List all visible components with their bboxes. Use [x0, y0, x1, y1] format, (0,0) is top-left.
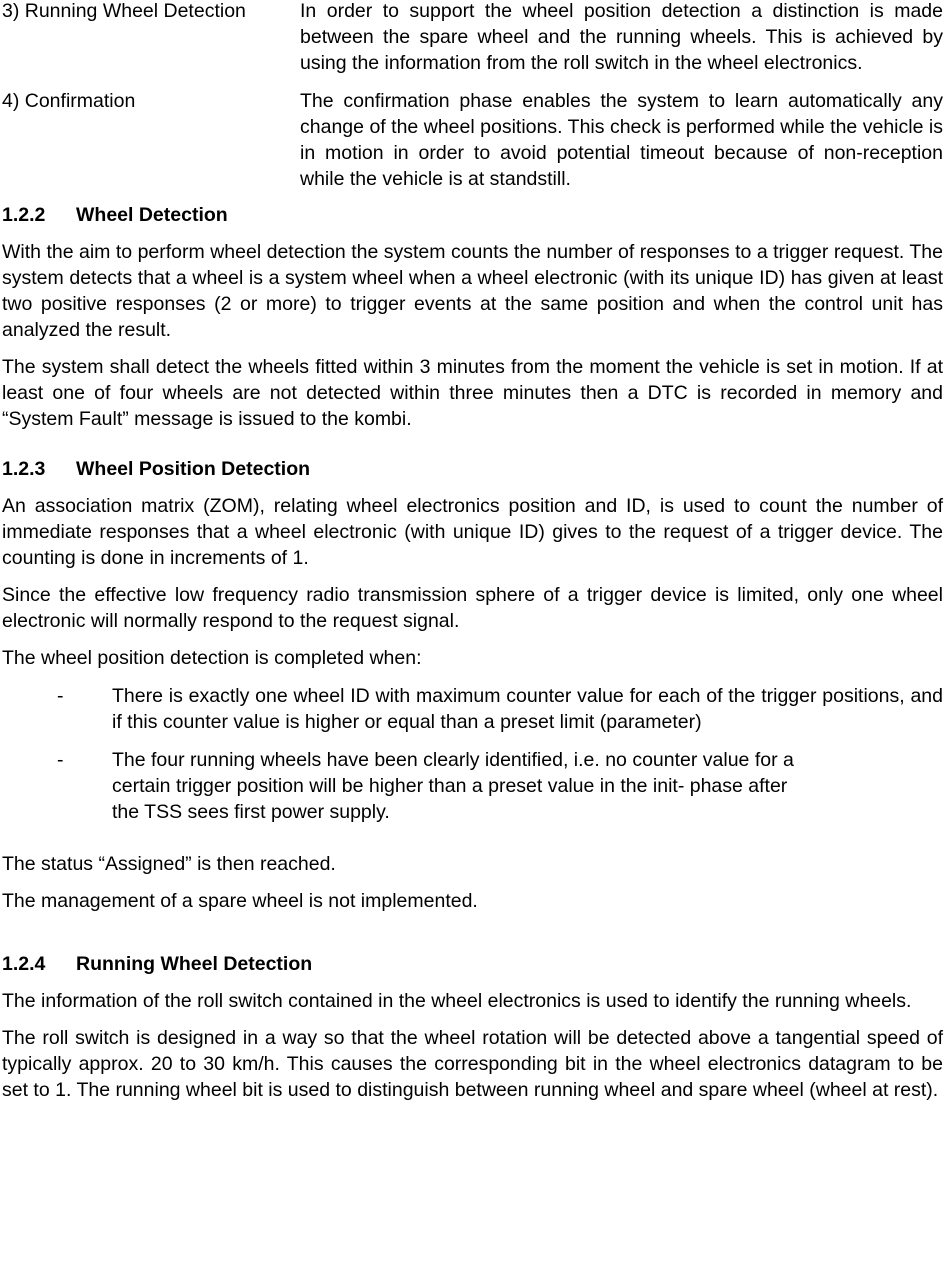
paragraph: The wheel position detection is completed when:	[2, 647, 422, 669]
bullet-line: the TSS sees first power supply.	[112, 801, 390, 823]
document-page	[2, 0, 943, 1114]
paragraph: The status “Assigned” is then reached.	[2, 853, 336, 875]
definition-term: 4) Confirmation	[2, 90, 136, 112]
paragraph: The management of a spare wheel is not implemented.	[2, 890, 478, 912]
definition-description: In order to support the wheel position detection a distinction is made between the spare wheel and the running wheels. This is achieved by using the information from the roll switch in the wheel electronics.	[300, 0, 943, 74]
paragraph: The system shall detect the wheels fitted within 3 minutes from the moment the vehicle is set in motion. If at least one of four wheels are not detected within three minutes then a DTC is recorded in memory and “System Fault” message is issued to the kombi.	[2, 356, 943, 430]
bullet-list	[2, 683, 943, 825]
list-item	[2, 683, 943, 735]
bullet-line: certain trigger position will be higher than a preset value in the init- phase after	[112, 775, 788, 797]
bullet-text	[112, 747, 943, 825]
definition-term: 3) Running Wheel Detection	[2, 0, 246, 22]
section-title: Wheel Detection	[76, 204, 228, 226]
definition-list	[2, 0, 943, 192]
definition-running-wheel-detection	[2, 0, 943, 76]
paragraph: With the aim to perform wheel detection the system counts the number of responses to a trigger request. The system detects that a wheel is a system wheel when a wheel electronic (with its unique ID) has given at least two positive responses (2 or more) to trigger events at the same position and when the control unit has analyzed the result.	[2, 241, 943, 341]
bullet-text: There is exactly one wheel ID with maximum counter value for each of the trigger positions, and if this counter value is higher or equal than a preset limit (parameter)	[112, 685, 943, 733]
section-title: Running Wheel Detection	[76, 953, 313, 975]
paragraph: The roll switch is designed in a way so that the wheel rotation will be detected above a tangential speed of typically approx. 20 to 30 km/h. This causes the corresponding bit in the wheel electronics datagram to be set to 1. The running wheel bit is used to distinguish between running wheel and spare wheel (wheel at rest).	[2, 1027, 943, 1101]
definition-confirmation	[2, 88, 943, 192]
bullet-marker: -	[57, 685, 64, 707]
definition-description: The confirmation phase enables the system to learn automatically any change of the wheel positions. This check is performed while the vehicle is in motion in order to avoid potential timeout because of non-reception while the vehicle is at standstill.	[300, 90, 943, 190]
paragraph: The information of the roll switch contained in the wheel electronics is used to identify the running wheels.	[2, 990, 912, 1012]
bullet-marker: -	[57, 749, 64, 771]
section-number: 1.2.3	[2, 458, 46, 480]
paragraph: An association matrix (ZOM), relating wheel electronics position and ID, is used to count the number of immediate responses that a wheel electronic (with unique ID) gives to the request of a trigger device. The counting is done in increments of 1.	[2, 495, 943, 569]
section-title: Wheel Position Detection	[76, 458, 311, 480]
paragraph: Since the effective low frequency radio transmission sphere of a trigger device is limited, only one wheel electronic will normally respond to the request signal.	[2, 584, 943, 632]
section-heading-1-2-3	[2, 456, 943, 482]
section-heading-1-2-2	[2, 202, 943, 228]
section-heading-1-2-4	[2, 951, 943, 977]
bullet-line: The four running wheels have been clearly identified, i.e. no counter value for a	[112, 749, 794, 771]
list-item	[2, 747, 943, 825]
section-number: 1.2.4	[2, 953, 46, 975]
section-number: 1.2.2	[2, 204, 46, 226]
